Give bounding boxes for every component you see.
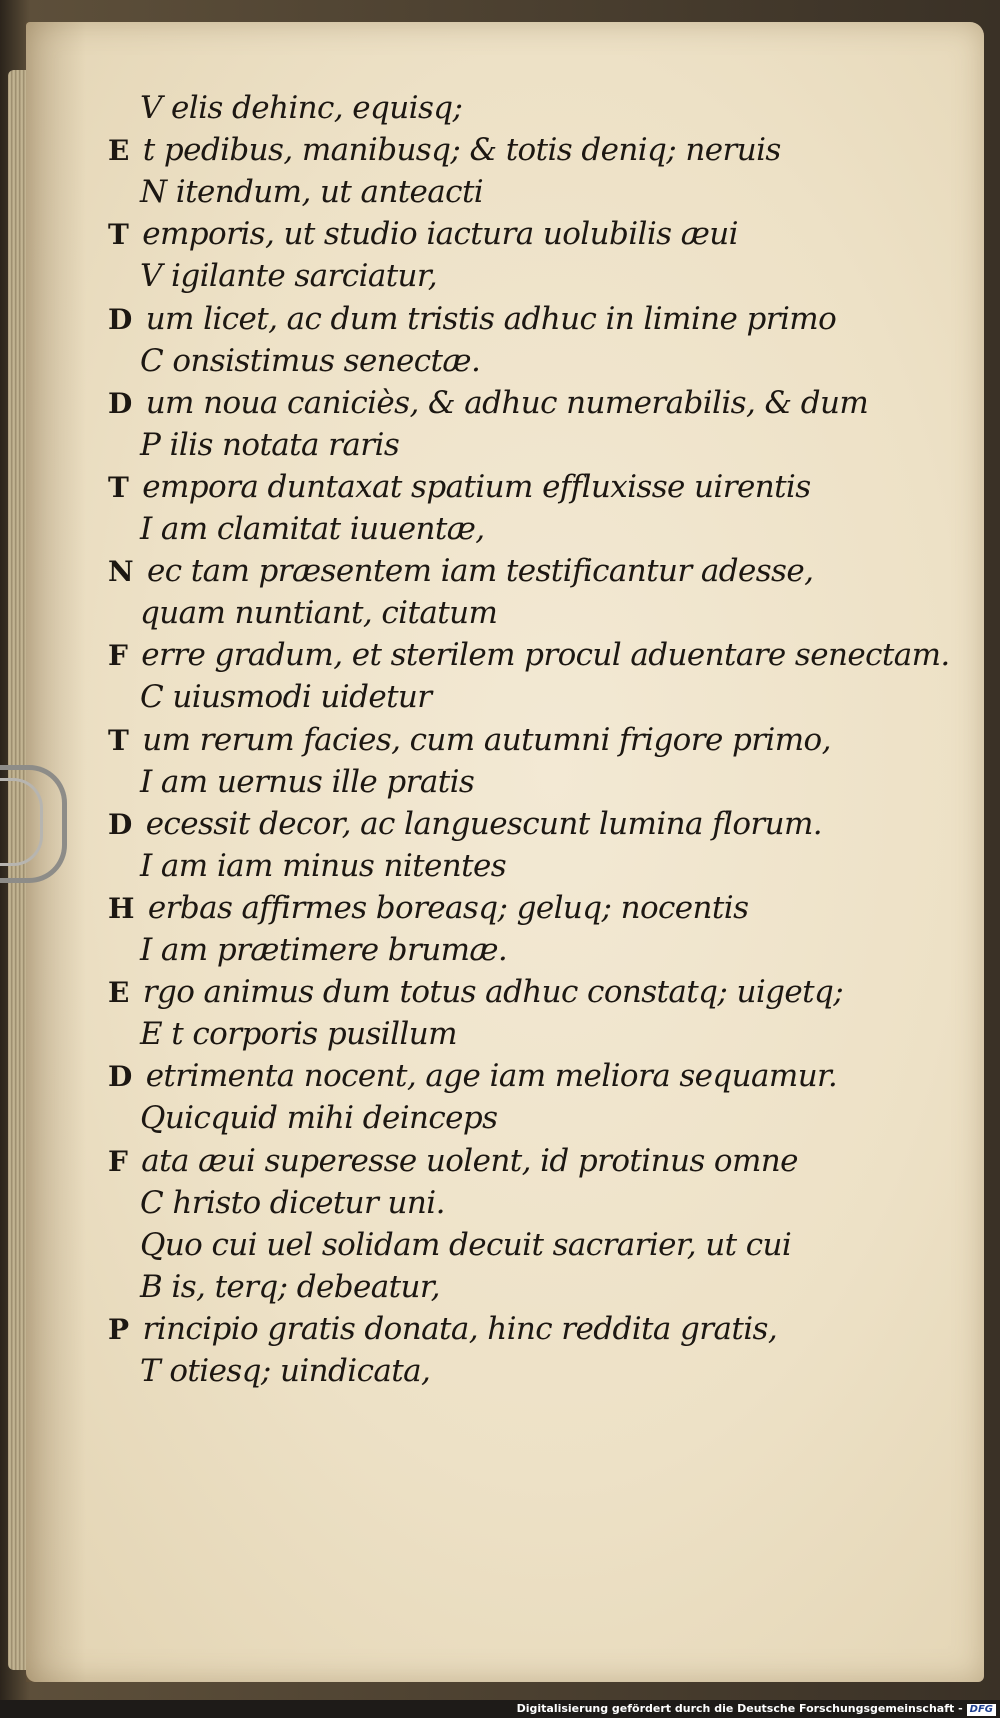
funding-footer [460, 1702, 996, 1716]
line-text: Quo cui uel solidam decuit sacrarier, ut cui [140, 1226, 792, 1263]
line-text: Quicquid mihi deinceps [140, 1100, 498, 1137]
poem-line [108, 890, 748, 926]
initial-capital: T [108, 218, 129, 252]
line-text: V igilante sarciatur, [140, 258, 437, 295]
initial-capital: T [108, 470, 129, 504]
line-text: t pedibus, manibusq; & totis deniq; neruis [142, 132, 781, 169]
poem-line [140, 258, 437, 294]
line-text: N itendum, ut anteacti [140, 174, 484, 211]
initial-capital: T [108, 723, 129, 757]
line-text: C onsistimus senectæ. [140, 342, 481, 379]
poem-line [108, 553, 813, 589]
line-text: I am uernus ille pratis [140, 763, 475, 800]
initial-capital: D [108, 1060, 132, 1094]
line-text: V elis dehinc, equisq; [140, 90, 463, 126]
line-text: um licet, ac dum tristis adhuc in limine primo [145, 300, 837, 337]
initial-capital: D [108, 386, 132, 420]
line-text: emporis, ut studio iactura uolubilis æui [142, 216, 738, 253]
line-text: erbas affirmes boreasq; geluq; nocentis [147, 889, 749, 926]
poem-line [140, 1100, 497, 1136]
initial-capital: D [108, 807, 132, 841]
poem-line [140, 343, 480, 379]
line-text: rgo animus dum totus adhuc constatq; uigetq; [142, 974, 844, 1011]
poem-line [108, 132, 781, 168]
initial-capital: D [108, 302, 132, 336]
poem-line [140, 511, 485, 547]
initial-capital: F [108, 639, 128, 673]
line-text: C uiusmodi uidetur [140, 679, 432, 716]
poem-line [108, 1058, 837, 1094]
initial-capital: H [108, 891, 134, 925]
initial-capital: E [108, 976, 129, 1010]
line-text: E t corporis pusillum [140, 1016, 457, 1053]
poem-line [140, 1185, 445, 1221]
line-text: C hristo dicetur uni. [140, 1184, 445, 1221]
line-text: ecessit decor, ac languescunt lumina florum. [145, 805, 823, 842]
line-text: rincipio gratis donata, hinc reddita gratis, [142, 1310, 778, 1347]
line-text: ata æui superesse uolent, id protinus omne [141, 1142, 798, 1179]
poem-line [140, 848, 506, 884]
initial-capital: P [108, 1312, 129, 1346]
footer-text: Digitalisierung gefördert durch die Deutsche Forschungsgemeinschaft - [516, 1702, 963, 1715]
initial-capital: E [108, 134, 129, 168]
line-text: etrimenta nocent, age iam meliora sequamur. [145, 1058, 838, 1095]
poem-line [140, 932, 507, 968]
line-text: quam nuntiant, citatum [140, 595, 498, 632]
poem-line [108, 806, 822, 842]
line-text: empora duntaxat spatium effluxisse uirentis [142, 468, 811, 505]
line-text: erre gradum, et sterilem procul aduentare senectam. [141, 637, 950, 674]
poem-line [108, 974, 843, 1010]
line-text: I am iam minus nitentes [140, 847, 507, 884]
poem-line [140, 174, 483, 210]
poem-line [140, 90, 462, 126]
poem-line [140, 764, 474, 800]
line-text: P ilis notata raris [140, 426, 400, 463]
initial-capital: F [108, 1144, 128, 1178]
poem-line [140, 427, 399, 463]
dfg-logo-icon: DFG [967, 1704, 996, 1716]
poem-line [108, 637, 950, 673]
line-text: B is, terq; debeatur, [140, 1268, 440, 1305]
line-text: T otiesq; uindicata, [140, 1353, 431, 1389]
poem-line [108, 216, 738, 252]
poem-line [108, 385, 868, 421]
poem-line [140, 1353, 430, 1389]
line-text: um rerum facies, cum autumni frigore primo, [142, 721, 831, 758]
poem-line [108, 1143, 798, 1179]
poem-line [108, 1311, 777, 1347]
poem-line [108, 301, 836, 337]
poem-line [108, 722, 831, 758]
poem-line [108, 469, 811, 505]
poem-line [140, 1227, 791, 1263]
poem-line [140, 1016, 457, 1052]
line-text: um noua caniciès, & adhuc numerabilis, & dum [145, 384, 869, 421]
initial-capital: N [108, 555, 133, 589]
poem-line [140, 1269, 440, 1305]
line-text: ec tam præsentem iam testificantur adesse, [147, 553, 814, 590]
line-text: I am clamitat iuuentæ, [140, 511, 485, 547]
line-text: I am prætimere brumæ. [140, 932, 508, 968]
poem-line [140, 679, 432, 715]
poem-line [140, 595, 497, 631]
